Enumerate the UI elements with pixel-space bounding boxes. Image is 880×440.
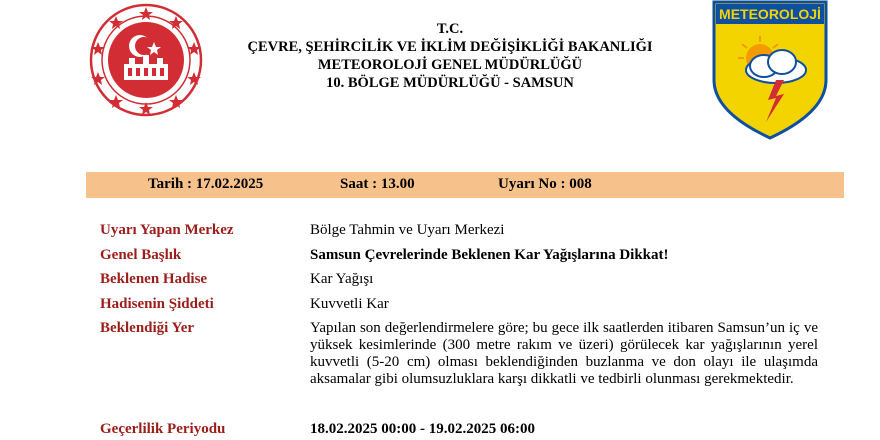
header-line-tc: T.C.	[436, 21, 464, 37]
header-line-regional: 10. BÖLGE MÜDÜRLÜĞÜ - SAMSUN	[326, 75, 574, 91]
center-label: Uyarı Yapan Merkez	[100, 222, 234, 238]
header-line-ministry: ÇEVRE, ŞEHİRCİLİK VE İKLİM DEĞİŞİKLİĞİ BAKANLIĞI	[247, 39, 653, 55]
meteoroloji-shield-icon	[710, 0, 830, 140]
general-title-label: Genel Başlık	[100, 247, 182, 263]
header-line-directorate: METEOROLOJİ GENEL MÜDÜRLÜĞÜ	[317, 57, 583, 73]
center-value: Bölge Tahmin ve Uyarı Merkezi	[310, 222, 505, 238]
header	[230, 20, 670, 92]
warning-number-text: Uyarı No : 008	[498, 176, 592, 192]
date-text: Tarih : 17.02.2025	[148, 176, 264, 192]
time-text: Saat : 13.00	[340, 176, 415, 192]
info-band	[86, 172, 844, 198]
location-label: Beklendiği Yer	[100, 320, 195, 336]
validity-value: 18.02.2025 00:00 - 19.02.2025 06:00	[310, 421, 535, 437]
expected-event-value: Kar Yağışı	[310, 271, 374, 287]
validity-label: Geçerlilik Periyodu	[100, 421, 226, 437]
severity-label: Hadisenin Şiddeti	[100, 296, 214, 312]
ministry-emblem-icon	[88, 2, 204, 118]
meteoroloji-logo-text: METEOROLOJİ	[719, 6, 821, 22]
location-description: Yapılan son değerlendirmelere göre; bu gece ilk saatlerden itibaren Samsun’un iç ve yüksek kesimlerinde (300 metre rakım ve üzeri) görülecek kar yağışlarının yerel kuvvetli (5-20 cm) olması beklendiğinden buzlanma ve don olayı ile ulaşımda aksamalar gibi olumsuzluklara karşı dikkatli ve tedbirli olunması gerekmektedir.	[310, 320, 818, 387]
severity-value: Kuvvetli Kar	[310, 296, 389, 312]
general-title-value: Samsun Çevrelerinde Beklenen Kar Yağışlarına Dikkat!	[310, 247, 669, 263]
expected-event-label: Beklenen Hadise	[100, 271, 208, 287]
